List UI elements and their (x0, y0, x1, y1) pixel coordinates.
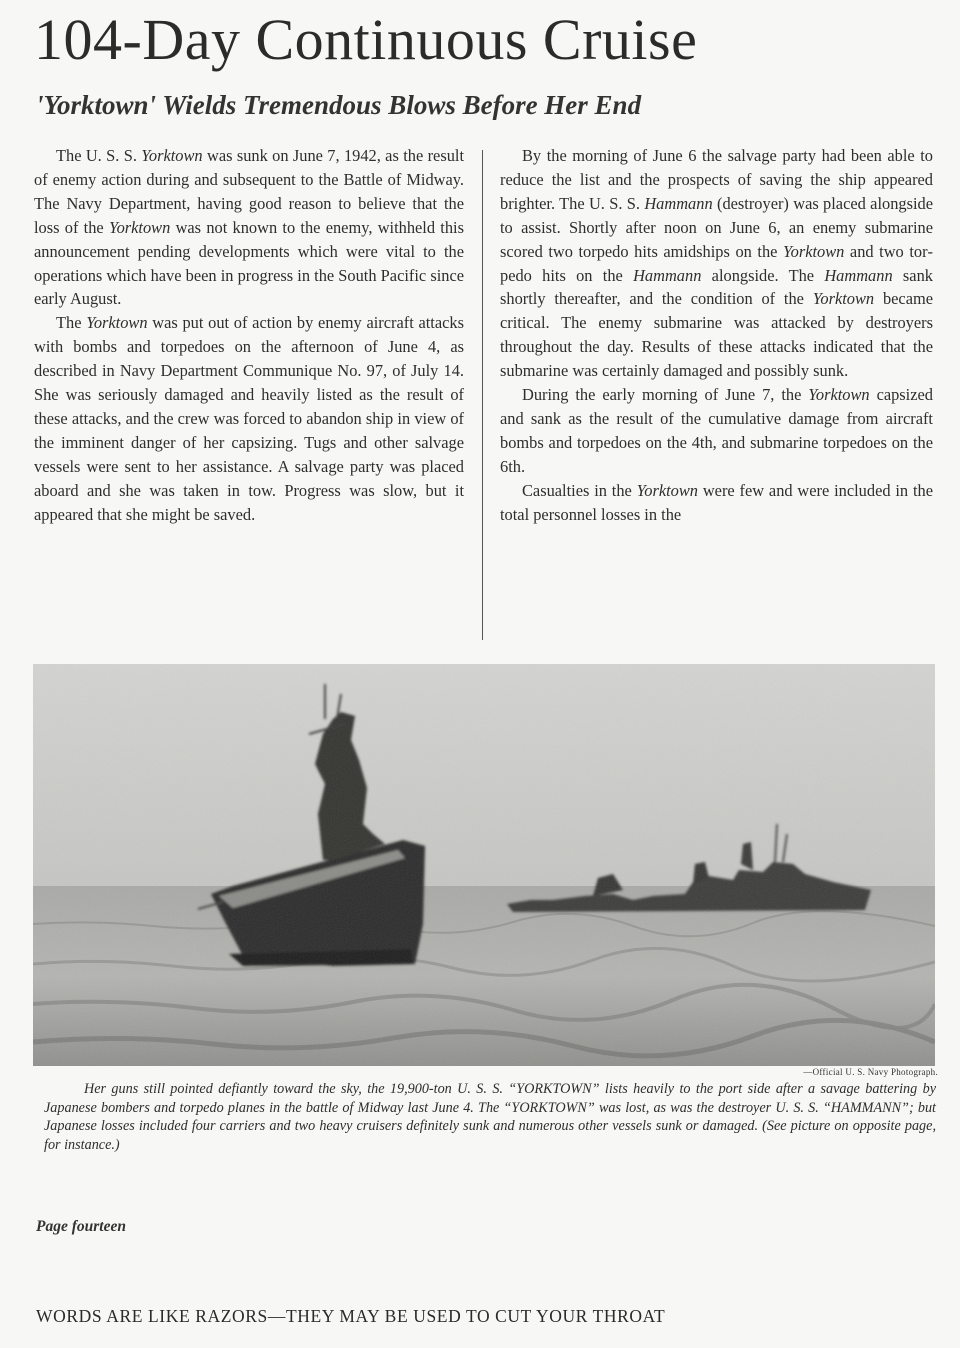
text-run: became critical. The enemy submarine was attacked by destroyers throughout the day. Results of these attacks indicated that the submarine was certainly damaged and possibly sunk. (500, 289, 933, 381)
page-number: Page fourteen (36, 1218, 126, 1235)
italic-name: Yorktown (783, 241, 845, 261)
column-divider (482, 150, 483, 640)
article-paragraph (34, 144, 464, 311)
text-run: was sunk on June 7, 1942, as the result of enemy action during and subsequent to the Battle of Midway. The Navy Department, having good reason to believe that the loss of the (34, 146, 464, 237)
text-run: The (56, 313, 87, 333)
article-column-left (34, 144, 464, 527)
text-run: capsized and sank as the result of the cumulative damage from aircraft bombs and torpedoes on the 4th, and submarine torpedoes on the 6th. (500, 385, 933, 476)
footer-slogan: WORDS ARE LIKE RAZORS—THEY MAY BE USED TO CUT YOUR THROAT (36, 1306, 666, 1326)
italic-name: Yorktown (141, 146, 203, 165)
text-run: (destroyer) was placed alongside to assist. Shortly after noon on June 6, an enemy submarine scored two torpedo hits amidships on the (500, 193, 933, 261)
italic-name: Hammann (633, 265, 702, 285)
text-run: were few and were included in the total personnel losses in the (500, 480, 933, 524)
article-column-right (500, 144, 933, 527)
italic-name: Yorktown (636, 480, 698, 500)
text-run: sank shortly thereafter, and the condition of the (500, 265, 933, 309)
italic-name: Yorktown (86, 313, 148, 333)
text-run: was not known to the enemy, withheld this announcement pending developments which were vital to the operations which have been in progress in the South Pacific since early August. (34, 217, 464, 309)
text-run: was put out of action by enemy aircraft attacks with bombs and torpedoes on the afternoon of June 4, as described in Navy Department Communique No. 97, of July 14. She was seriously damaged and heavily listed as the result of these attacks, and the crew was forced to abandon ship in view of the imminent danger of her capsizing. Tugs and other salvage vessels were sent to her assistance. A salvage party was placed aboard and she was taken in tow. Progress was slow, but it appeared that she might be saved. (34, 313, 464, 524)
text-run: The U. S. S. (56, 146, 142, 165)
text-run: alongside. The (701, 265, 825, 285)
photo-illustration (33, 664, 935, 1066)
photo-grain (33, 664, 935, 1066)
italic-name: Hammann (824, 265, 893, 285)
text-run: By the morning of June 6 the salvage party had been able to reduce the list and the prospects of saving the ship appeared brighter. The U. S. S. (500, 146, 933, 213)
text-run: and two torpedo hits on the (500, 241, 934, 285)
article-paragraph (500, 479, 933, 527)
article-paragraph (500, 383, 933, 479)
page-subtitle: 'Yorktown' Wields Tremendous Blows Before Her End (36, 90, 642, 120)
article-paragraph (34, 311, 464, 526)
text-run: During the early morning of June 7, the (522, 385, 809, 405)
italic-name: Yorktown (812, 289, 875, 309)
photo-caption: Her guns still pointed defiantly toward the sky, the 19,900-ton U. S. S. “YORKTOWN” lists heavily to the port side after a savage battering by Japanese bombers and torpedo planes in the battle of Midway last June 4. The “YORKTOWN” was lost, as was the destroyer U. S. S. “HAMMANN”; but Japanese losses included four carriers and two heavy cruisers definitely sunk and numerous other vessels sunk or damaged. (See picture on opposite page, for instance.) (44, 1081, 936, 1153)
italic-name: Yorktown (108, 217, 171, 237)
italic-name: Hammann (644, 193, 713, 213)
italic-name: Yorktown (808, 385, 870, 405)
text-run: Casualties in the (522, 480, 637, 500)
article-paragraph (500, 144, 933, 383)
photo-credit: —Official U. S. Navy Photograph. (803, 1067, 938, 1077)
page-title: 104-Day Continuous Cruise (34, 7, 698, 72)
news-photo (33, 664, 935, 1066)
